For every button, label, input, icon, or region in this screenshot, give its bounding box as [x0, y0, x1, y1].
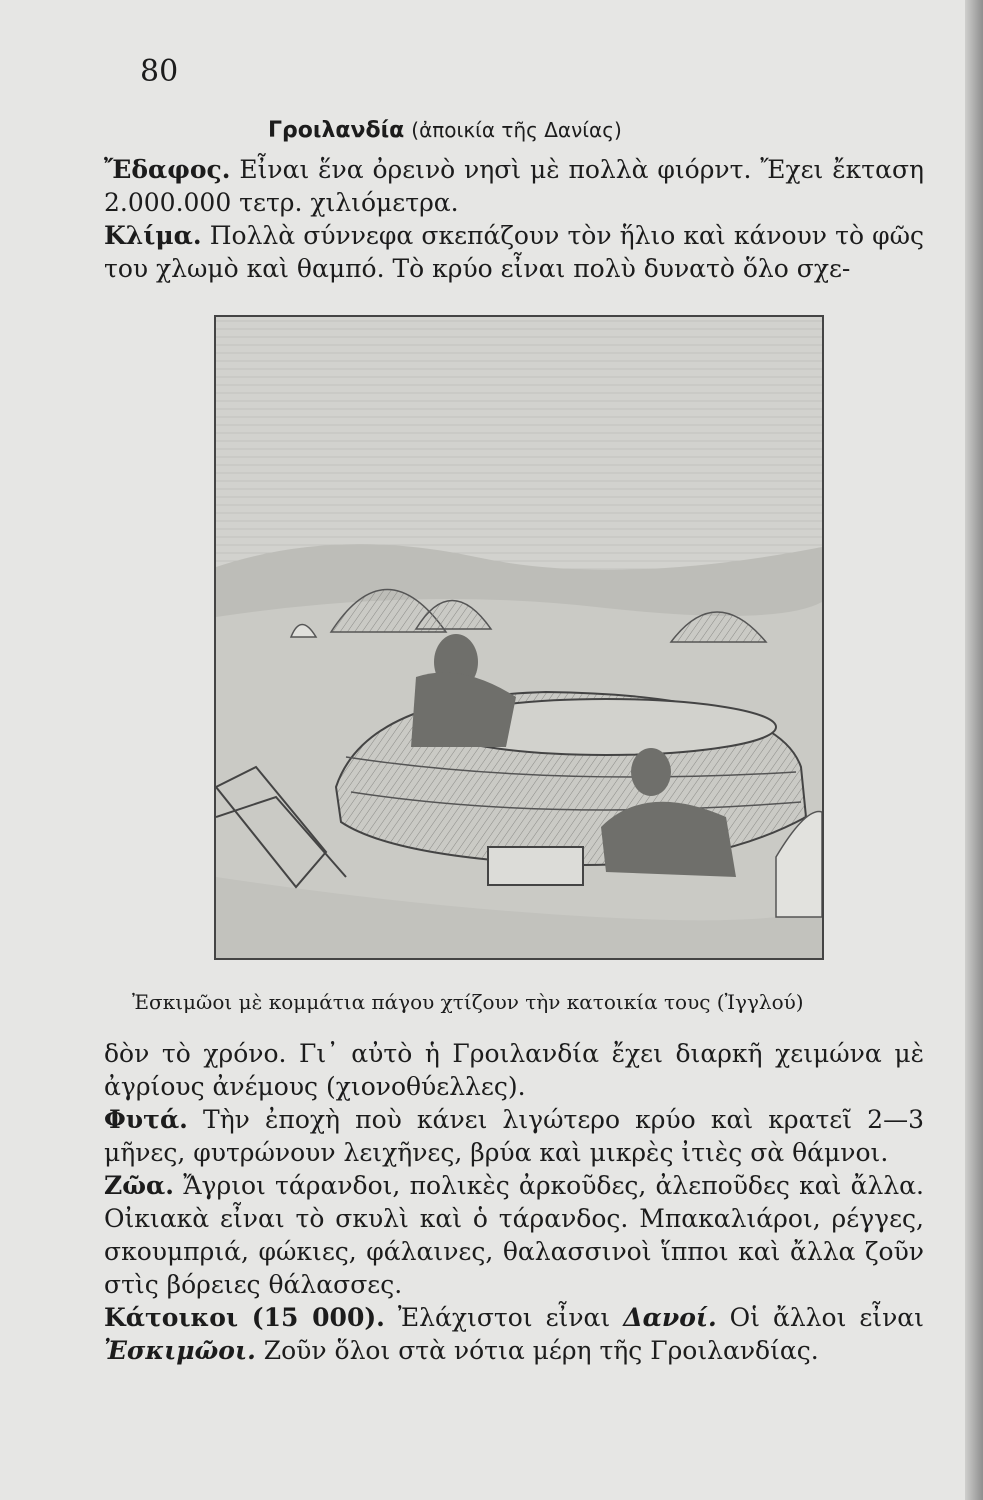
inhabitants-eskimos: Ἐσκιμῶοι. — [104, 1336, 256, 1365]
paragraph-climate-cont — [104, 1037, 924, 1103]
page-gutter — [965, 0, 983, 1500]
paragraph-climate — [104, 219, 924, 285]
figure-caption: Ἐσκιμῶοι μὲ κομμάτια πάγου χτίζουν τὴν κατοικία τους (Ἰγγλού) — [132, 990, 804, 1014]
animals-label: Ζῶα. — [104, 1171, 174, 1200]
climate-text-end: δὸν τὸ χρόνο. Γι᾽ αὐτὸ ἡ Γροιλανδία ἔχει διαρκῆ χειμώνα μὲ ἀγρίους ἀνέμους (χιονοθύελλες). — [104, 1039, 924, 1101]
plants-text: Τὴν ἐποχὴ ποὺ κάνει λιγώτερο κρύο καὶ κρατεῖ 2—3 μῆνες, φυτρώνουν λειχῆνες, βρύα καὶ μικρὲς ἰτιὲς σὰ θάμνοι. — [104, 1105, 924, 1167]
paragraph-plants — [104, 1103, 924, 1169]
text-block-top — [104, 153, 924, 285]
heading-subtitle: (ἀποικία τῆς Δανίας) — [411, 118, 622, 142]
paragraph-animals — [104, 1169, 924, 1301]
animals-text: Ἄγριοι τάρανδοι, πολικὲς ἀρκοῦδες, ἀλεποῦδες καὶ ἄλλα. Οἰκιακὰ εἶναι τὸ σκυλὶ καὶ ὁ τάρανδος. Μπακαλιάροι, ρέγγες, σκουμπριά, φώκιες, φάλαινες, θαλασσινοὶ ἵπποι καὶ ἄλλα ζοῦν στὶς βόρειες θάλασσες. — [104, 1171, 924, 1299]
paragraph-inhabitants — [104, 1301, 924, 1367]
igloo-illustration — [214, 315, 824, 960]
inhabitants-danes: Δανοί. — [623, 1303, 717, 1332]
inhabitants-text-2: Οἱ ἄλλοι εἶναι — [729, 1303, 924, 1332]
terrain-text: Εἶναι ἕνα ὀρεινὸ νησὶ μὲ πολλὰ φιόρντ. Ἔχει ἔκταση 2.000.000 τετρ. χιλιόμετρα. — [104, 155, 924, 217]
section-heading — [268, 118, 622, 143]
inhabitants-text-1: Ἐλάχιστοι εἶναι — [397, 1303, 611, 1332]
terrain-label: Ἔδαφος. — [104, 155, 231, 184]
text-block-bottom — [104, 1037, 924, 1367]
page-number: 80 — [140, 54, 179, 89]
paragraph-terrain — [104, 153, 924, 219]
heading-title: Γροιλανδία — [268, 118, 405, 143]
inhabitants-label: Κάτοικοι (15 000). — [104, 1303, 385, 1332]
inhabitants-text-3: Ζοῦν ὅλοι στὰ νότια μέρη τῆς Γροιλανδίας. — [263, 1336, 819, 1365]
plants-label: Φυτά. — [104, 1105, 188, 1134]
climate-label: Κλίμα. — [104, 221, 202, 250]
climate-text-start: Πολλὰ σύννεφα σκεπάζουν τὸν ἥλιο καὶ κάνουν τὸ φῶς του χλωμὸ καὶ θαμπό. Τὸ κρύο εἶναι πολὺ δυνατὸ ὅλο σχε- — [104, 221, 924, 283]
